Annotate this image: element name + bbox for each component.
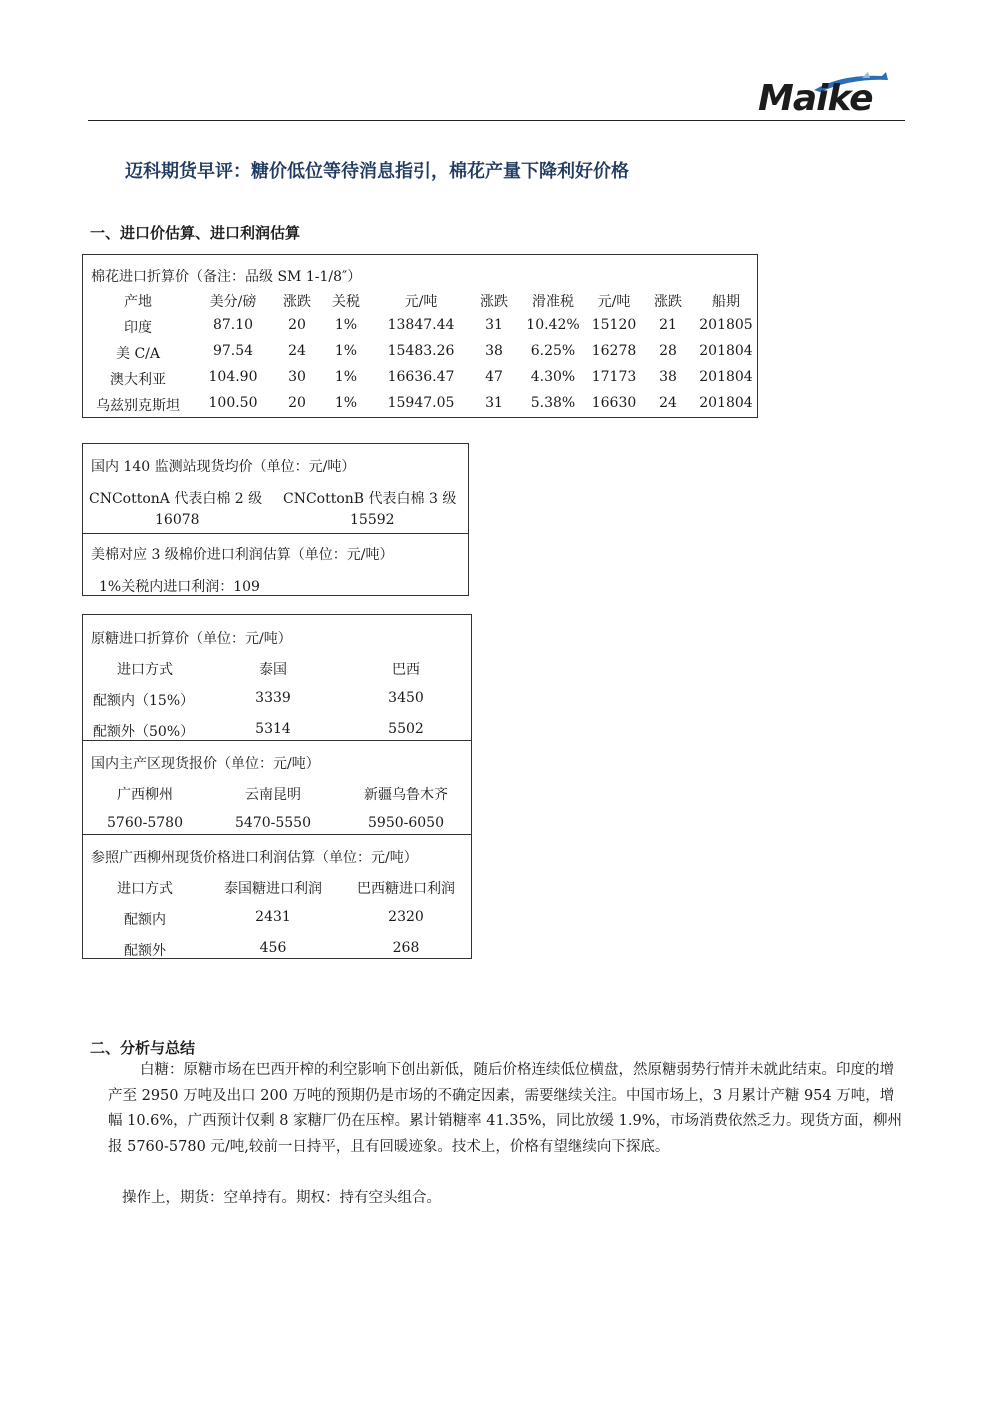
column-header: 进口方式 [117,881,173,897]
column-header: 云南昆明 [245,787,301,803]
table-cell: 2431 [255,909,291,925]
column-header: 涨跌 [480,294,508,310]
table-cell: 配额外（50%） [93,724,195,740]
table-cell: 16630 [591,395,637,411]
table-cell: 201804 [699,369,753,385]
table-cell: 1% [334,343,358,359]
table-cell: 15947.05 [387,395,455,411]
sugar-spot-caption: 国内主产区现货报价（单位：元/吨） [91,756,320,772]
column-header: 船期 [712,294,740,310]
cotton-import-table [82,254,758,418]
cncotton-a-value: 16078 [155,512,200,528]
table-cell: 104.90 [208,369,258,385]
table-cell: 4.30% [530,369,576,385]
table-cell: 5950-6050 [368,815,444,831]
table-cell: 5502 [388,721,424,737]
cotton-import-caption: 棉花进口折算价（备注：品级 SM 1-1/8″） [91,269,362,285]
column-header: 泰国 [259,662,287,678]
header-divider [88,120,905,121]
column-header: 元/吨 [597,294,631,310]
operation-advice: 操作上，期货：空单持有。期权：持有空头组合。 [122,1190,441,1206]
table-cell: 配额外 [124,943,166,959]
column-header: 关税 [332,294,360,310]
column-header: 泰国糖进口利润 [224,881,322,897]
table-cell: 456 [259,940,287,956]
section-divider [82,740,472,741]
table-cell: 6.25% [530,343,576,359]
table-cell: 16278 [591,343,637,359]
table-cell: 印度 [124,320,152,336]
table-cell: 24 [288,343,306,359]
column-header: 涨跌 [654,294,682,310]
company-logo [752,68,897,120]
table-cell: 47 [485,369,503,385]
table-cell: 配额内 [124,912,166,928]
sugar-import-caption: 原糖进口折算价（单位：元/吨） [91,631,292,647]
cotton-domestic-caption: 国内 140 监测站现货均价（单位：元/吨） [91,459,356,475]
table-header-row [83,291,757,317]
table-cell: 30 [288,369,306,385]
table-cell: 28 [659,343,677,359]
column-header: 巴西 [392,662,420,678]
table-cell: 20 [288,317,306,333]
cotton-profit-line: 1%关税内进口利润：109 [99,579,260,595]
table-cell: 5314 [255,721,291,737]
analysis-paragraph: 白糖：原糖市场在巴西开榨的利空影响下创出新低，随后价格连续低位横盘，然原糖弱势行情并未就此结束。印度的增产至 2950 万吨及出口 200 万吨的预期仍是市场的不确定因素，需要继续关注。中国市场上，3 月累计产糖 954 万吨，增幅 10.6%，广西预计仅剩 8 家糖厂仍在压榨。累计销糖率 41.35%，同比放缓 1.9%，市场消费依然乏力。现货方面，柳州报 5760-5780 元/吨,较前一日持平，且有回暖迹象。技术上，价格有望继续向下探底。 [108,1062,902,1155]
column-header: 进口方式 [117,662,173,678]
table-row [83,343,757,369]
column-header: 美分/磅 [209,294,257,310]
cotton-domestic-box [82,443,469,596]
table-cell: 乌兹别克斯坦 [96,398,180,414]
column-header: 元/吨 [404,294,438,310]
table-cell: 87.10 [212,317,254,333]
table-cell: 31 [485,317,503,333]
section-divider [82,533,469,534]
section-heading-import: 一、进口价估算、进口利润估算 [90,224,301,242]
table-cell: 3339 [255,690,291,706]
table-cell: 1% [334,317,358,333]
table-cell: 配额内（15%） [93,693,195,709]
table-cell: 1% [334,395,358,411]
section-heading-analysis: 二、分析与总结 [90,1039,196,1057]
table-cell: 澳大利亚 [110,372,166,388]
table-cell: 100.50 [208,395,258,411]
table-cell: 1% [334,369,358,385]
table-cell: 20 [288,395,306,411]
table-cell: 17173 [591,369,637,385]
table-cell: 2320 [388,909,424,925]
column-header: 新疆乌鲁木齐 [364,787,448,803]
table-cell: 38 [485,343,503,359]
table-row [83,369,757,395]
table-cell: 10.42% [526,317,580,333]
table-cell: 13847.44 [387,317,455,333]
table-row [83,395,757,421]
cncotton-b-label: CNCottonB 代表白棉 3 级 [283,491,457,507]
table-cell: 16636.47 [387,369,455,385]
table-cell: 31 [485,395,503,411]
column-header: 广西柳州 [117,787,173,803]
page-title: 迈科期货早评：糖价低位等待消息指引，棉花产量下降利好价格 [125,161,629,182]
logo-text: Maike [758,78,873,119]
table-cell: 201804 [699,343,753,359]
table-cell: 24 [659,395,677,411]
table-cell: 97.54 [212,343,254,359]
table-cell: 5470-5550 [235,815,311,831]
cotton-profit-caption: 美棉对应 3 级棉价进口利润估算（单位：元/吨） [91,547,394,563]
sugar-profit-caption: 参照广西柳州现货价格进口利润估算（单位：元/吨） [91,850,418,866]
table-cell: 15120 [591,317,637,333]
section-divider [82,834,472,835]
table-cell: 21 [659,317,677,333]
column-header: 滑准税 [532,294,574,310]
sugar-price-box [82,614,472,959]
column-header: 涨跌 [283,294,311,310]
table-cell: 美 C/A [116,346,160,362]
table-cell: 5.38% [530,395,576,411]
table-row [83,317,757,343]
cncotton-b-value: 15592 [350,512,395,528]
table-cell: 15483.26 [387,343,455,359]
table-cell: 268 [392,940,420,956]
cncotton-a-label: CNCottonA 代表白棉 2 级 [89,491,263,507]
table-cell: 201805 [699,317,753,333]
column-header: 巴西糖进口利润 [357,881,455,897]
column-header: 产地 [124,294,152,310]
table-cell: 3450 [388,690,424,706]
table-cell: 38 [659,369,677,385]
table-cell: 201804 [699,395,753,411]
table-cell: 5760-5780 [107,815,183,831]
